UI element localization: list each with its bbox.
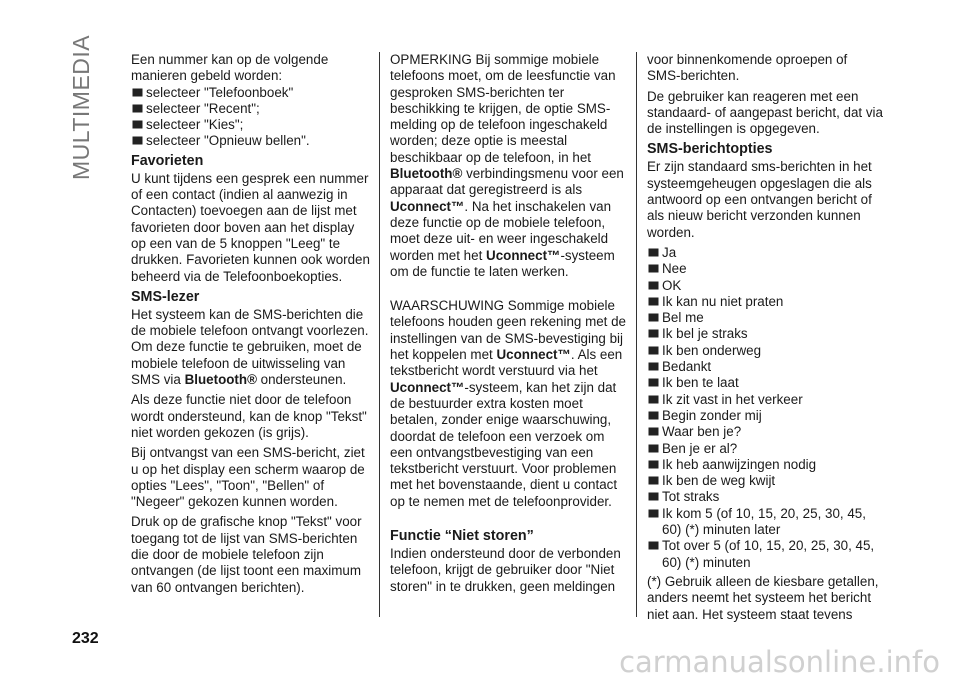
list-item: Ja	[647, 245, 883, 261]
bullet-icon	[648, 395, 659, 404]
list-item: Nee	[647, 261, 883, 277]
list-item: Ik ben de weg kwijt	[647, 473, 883, 489]
bullet-icon	[648, 281, 659, 290]
list-item: Ik ben onderweg	[647, 343, 883, 359]
list-item: selecteer "Opnieuw bellen".	[131, 133, 371, 149]
do-not-disturb-heading: Functie “Niet storen”	[390, 528, 534, 545]
list-item: Ben je er al?	[647, 441, 883, 457]
list-item: selecteer "Recent";	[131, 101, 371, 117]
continued-text: voor binnenkomende oproepen of SMS-berichten.	[647, 52, 848, 84]
bullet-icon	[648, 444, 659, 453]
call-options-list	[131, 85, 371, 150]
list-item: Bel me	[647, 310, 883, 326]
list-item: Waar ben je?	[647, 424, 883, 440]
list-item: Tot over 5 (of 10, 15, 20, 25, 30, 45, 60) (*) minuten	[647, 538, 883, 571]
bullet-icon	[132, 136, 143, 145]
list-item: selecteer "Telefoonboek"	[131, 85, 371, 101]
bullet-icon	[648, 297, 659, 306]
sms-reader-p4: Druk op de grafische knop "Tekst" voor toegang tot de lijst van SMS-berichten die door de mobiele telefoon zijn ontvangen (de lijst toont een maximum van 60 ontvangen berichten).	[131, 514, 362, 595]
list-item: Ik heb aanwijzingen nodig	[647, 457, 883, 473]
bullet-icon	[648, 264, 659, 273]
bullet-icon	[648, 378, 659, 387]
bullet-icon	[132, 120, 143, 129]
sms-options-heading: SMS-berichtopties	[647, 141, 773, 158]
intro-text: Een nummer kan op de volgende manieren gebeld worden:	[131, 52, 329, 84]
bullet-icon	[648, 329, 659, 338]
list-item: Ik kan nu niet praten	[647, 294, 883, 310]
list-item: selecteer "Kies";	[131, 117, 371, 133]
bullet-icon	[648, 509, 659, 518]
bullet-icon	[648, 362, 659, 371]
list-item: Begin zonder mij	[647, 408, 883, 424]
sms-messages-list	[647, 245, 883, 571]
sms-reader-p2: Als deze functie niet door de telefoon wordt ondersteund, kan de knop "Tekst" niet worden gekozen (is grijs).	[131, 392, 367, 440]
column-2	[390, 52, 628, 599]
reply-text: De gebruiker kan reageren met een standaard- of aangepast bericht, dat via de instellingen is opgegeven.	[647, 88, 883, 137]
bullet-icon	[648, 346, 659, 355]
list-item: Ik ben te laat	[647, 375, 883, 391]
list-item: Ik zit vast in het verkeer	[647, 392, 883, 408]
list-item: OK	[647, 278, 883, 294]
sms-reader-heading: SMS-lezer	[131, 288, 200, 305]
bullet-icon	[648, 248, 659, 257]
bullet-icon	[648, 427, 659, 436]
sms-reader-p3: Bij ontvangst van een SMS-bericht, ziet u op het display een scherm waarop de opties "Lees", "Toon", "Bellen" of "Negeer" gekozen kunnen worden.	[131, 445, 365, 510]
list-item: Bedankt	[647, 359, 883, 375]
bullet-icon	[648, 541, 659, 550]
bullet-icon	[648, 411, 659, 420]
bullet-icon	[648, 476, 659, 485]
section-title: MULTIMEDIA	[68, 34, 94, 180]
page-number: 232	[72, 630, 99, 647]
bullet-icon	[648, 460, 659, 469]
favorites-text: U kunt tijdens een gesprek een nummer of een contact (indien al aanwezig in Contacten) toevoegen aan de lijst met favorieten door boven aan het display op een van de 5 knoppen "Leeg" te drukken. Favorieten kunnen ook worden beheerd via de Telefoonboekopties.	[131, 170, 370, 284]
sms-options-text: Er zijn standaard sms-berichten in het systeemgeheugen opgeslagen die als antwoord op een ontvangen bericht of als nieuw bericht verzonden kunnen worden.	[647, 159, 872, 240]
bullet-icon	[132, 104, 143, 113]
bullet-icon	[648, 492, 659, 501]
column-1	[131, 52, 371, 600]
bullet-icon	[132, 88, 143, 97]
bullet-icon	[648, 313, 659, 322]
warning-text: WAARSCHUWING Sommige mobiele telefoons houden geen rekening met de instellingen van de SMS-bevestiging bij het koppelen met Uconnect™. Als een tekstbericht wordt verstuurd via het Uconnect™-systeem, kan het zijn dat de bestuurder extra kosten moet betalen, zonder enige waarschuwing, doordat de telefoon een verzoek om een ontvangstbevestiging van een tekstbericht verstuurt. Voor problemen met het bovenstaande, dient u contact op te nemen met de telefoonprovider.	[390, 298, 627, 509]
list-item: Tot straks	[647, 489, 883, 505]
list-item: Ik bel je straks	[647, 326, 883, 342]
column-divider	[636, 52, 637, 617]
column-3	[647, 52, 883, 627]
sms-reader-text: Het systeem kan de SMS-berichten die de mobiele telefoon ontvangt voorlezen. Om deze functie te gebruiken, moet de mobiele telefoon de uitwisseling van SMS via Bluetooth® ondersteunen.	[131, 306, 369, 388]
do-not-disturb-text: Indien ondersteund door de verbonden telefoon, krijgt de gebruiker door "Niet storen" in te drukken, geen meldingen	[390, 546, 621, 594]
column-divider	[379, 52, 380, 617]
watermark: carmanualsonline.info	[619, 645, 940, 679]
footnote-text: (*) Gebruik alleen de kiesbare getallen, anders neemt het systeem het bericht niet aan. Het systeem staat tevens	[647, 573, 879, 622]
note-text: OPMERKING Bij sommige mobiele telefoons moet, om de leesfunctie van gesproken SMS-berichten ter beschikking te krijgen, de optie SMS-melding op de telefoon ingeschakeld worden; deze optie is meestal beschikbaar op de telefoon, in het Bluetooth® verbindingsmenu voor een apparaat dat geregistreerd is als Uconnect™. Na het inschakelen van deze functie op de mobiele telefoon, moet deze uit- en weer ingeschakeld worden met het Uconnect™-systeem om de functie te laten werken.	[390, 52, 624, 279]
list-item: Ik kom 5 (of 10, 15, 20, 25, 30, 45, 60) (*) minuten later	[647, 506, 883, 539]
favorites-heading: Favorieten	[131, 152, 204, 169]
